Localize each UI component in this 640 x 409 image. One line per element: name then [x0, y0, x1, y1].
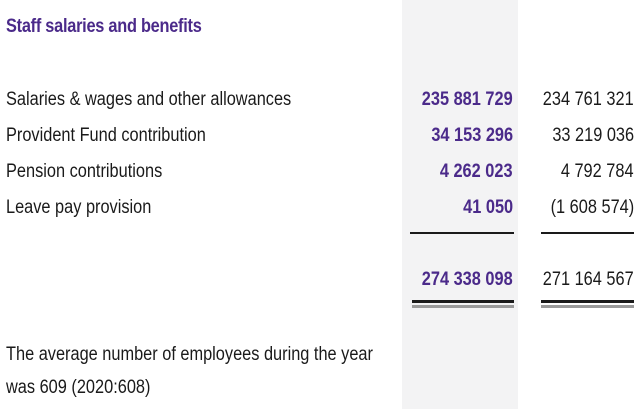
- row-label: Pension contributions: [6, 161, 163, 182]
- note-line-2: was 609 (2020:608): [6, 377, 151, 398]
- table-row: [0, 197, 640, 227]
- total-current-value: 274 338 098: [422, 269, 513, 290]
- row-label: Provident Fund contribution: [6, 125, 206, 146]
- row-current-value: 41 050: [463, 197, 513, 218]
- row-current-value: 34 153 296: [431, 125, 513, 146]
- total-double-rule-current-bottom: [412, 305, 514, 308]
- row-previous-value: 33 219 036: [552, 125, 634, 146]
- subtotal-rule-current: [410, 232, 514, 234]
- subtotal-rule-previous: [541, 232, 634, 234]
- row-label: Leave pay provision: [6, 197, 152, 218]
- row-label: Salaries & wages and other allowances: [6, 89, 292, 110]
- note-line-1: The average number of employees during the year: [6, 344, 373, 365]
- total-row: [0, 269, 640, 299]
- table-row: [0, 161, 640, 191]
- table-row: [0, 89, 640, 119]
- total-previous-value: 271 164 567: [543, 269, 634, 290]
- table-row: [0, 125, 640, 155]
- total-double-rule-previous-top: [541, 300, 634, 303]
- row-previous-value: (1 608 574): [550, 197, 634, 218]
- row-current-value: 235 881 729: [422, 89, 513, 110]
- row-previous-value: 234 761 321: [543, 89, 634, 110]
- row-current-value: 4 262 023: [440, 161, 513, 182]
- total-double-rule-previous-bottom: [541, 305, 634, 308]
- section-title: Staff salaries and benefits: [6, 16, 202, 37]
- total-double-rule-current-top: [412, 300, 514, 303]
- row-previous-value: 4 792 784: [561, 161, 634, 182]
